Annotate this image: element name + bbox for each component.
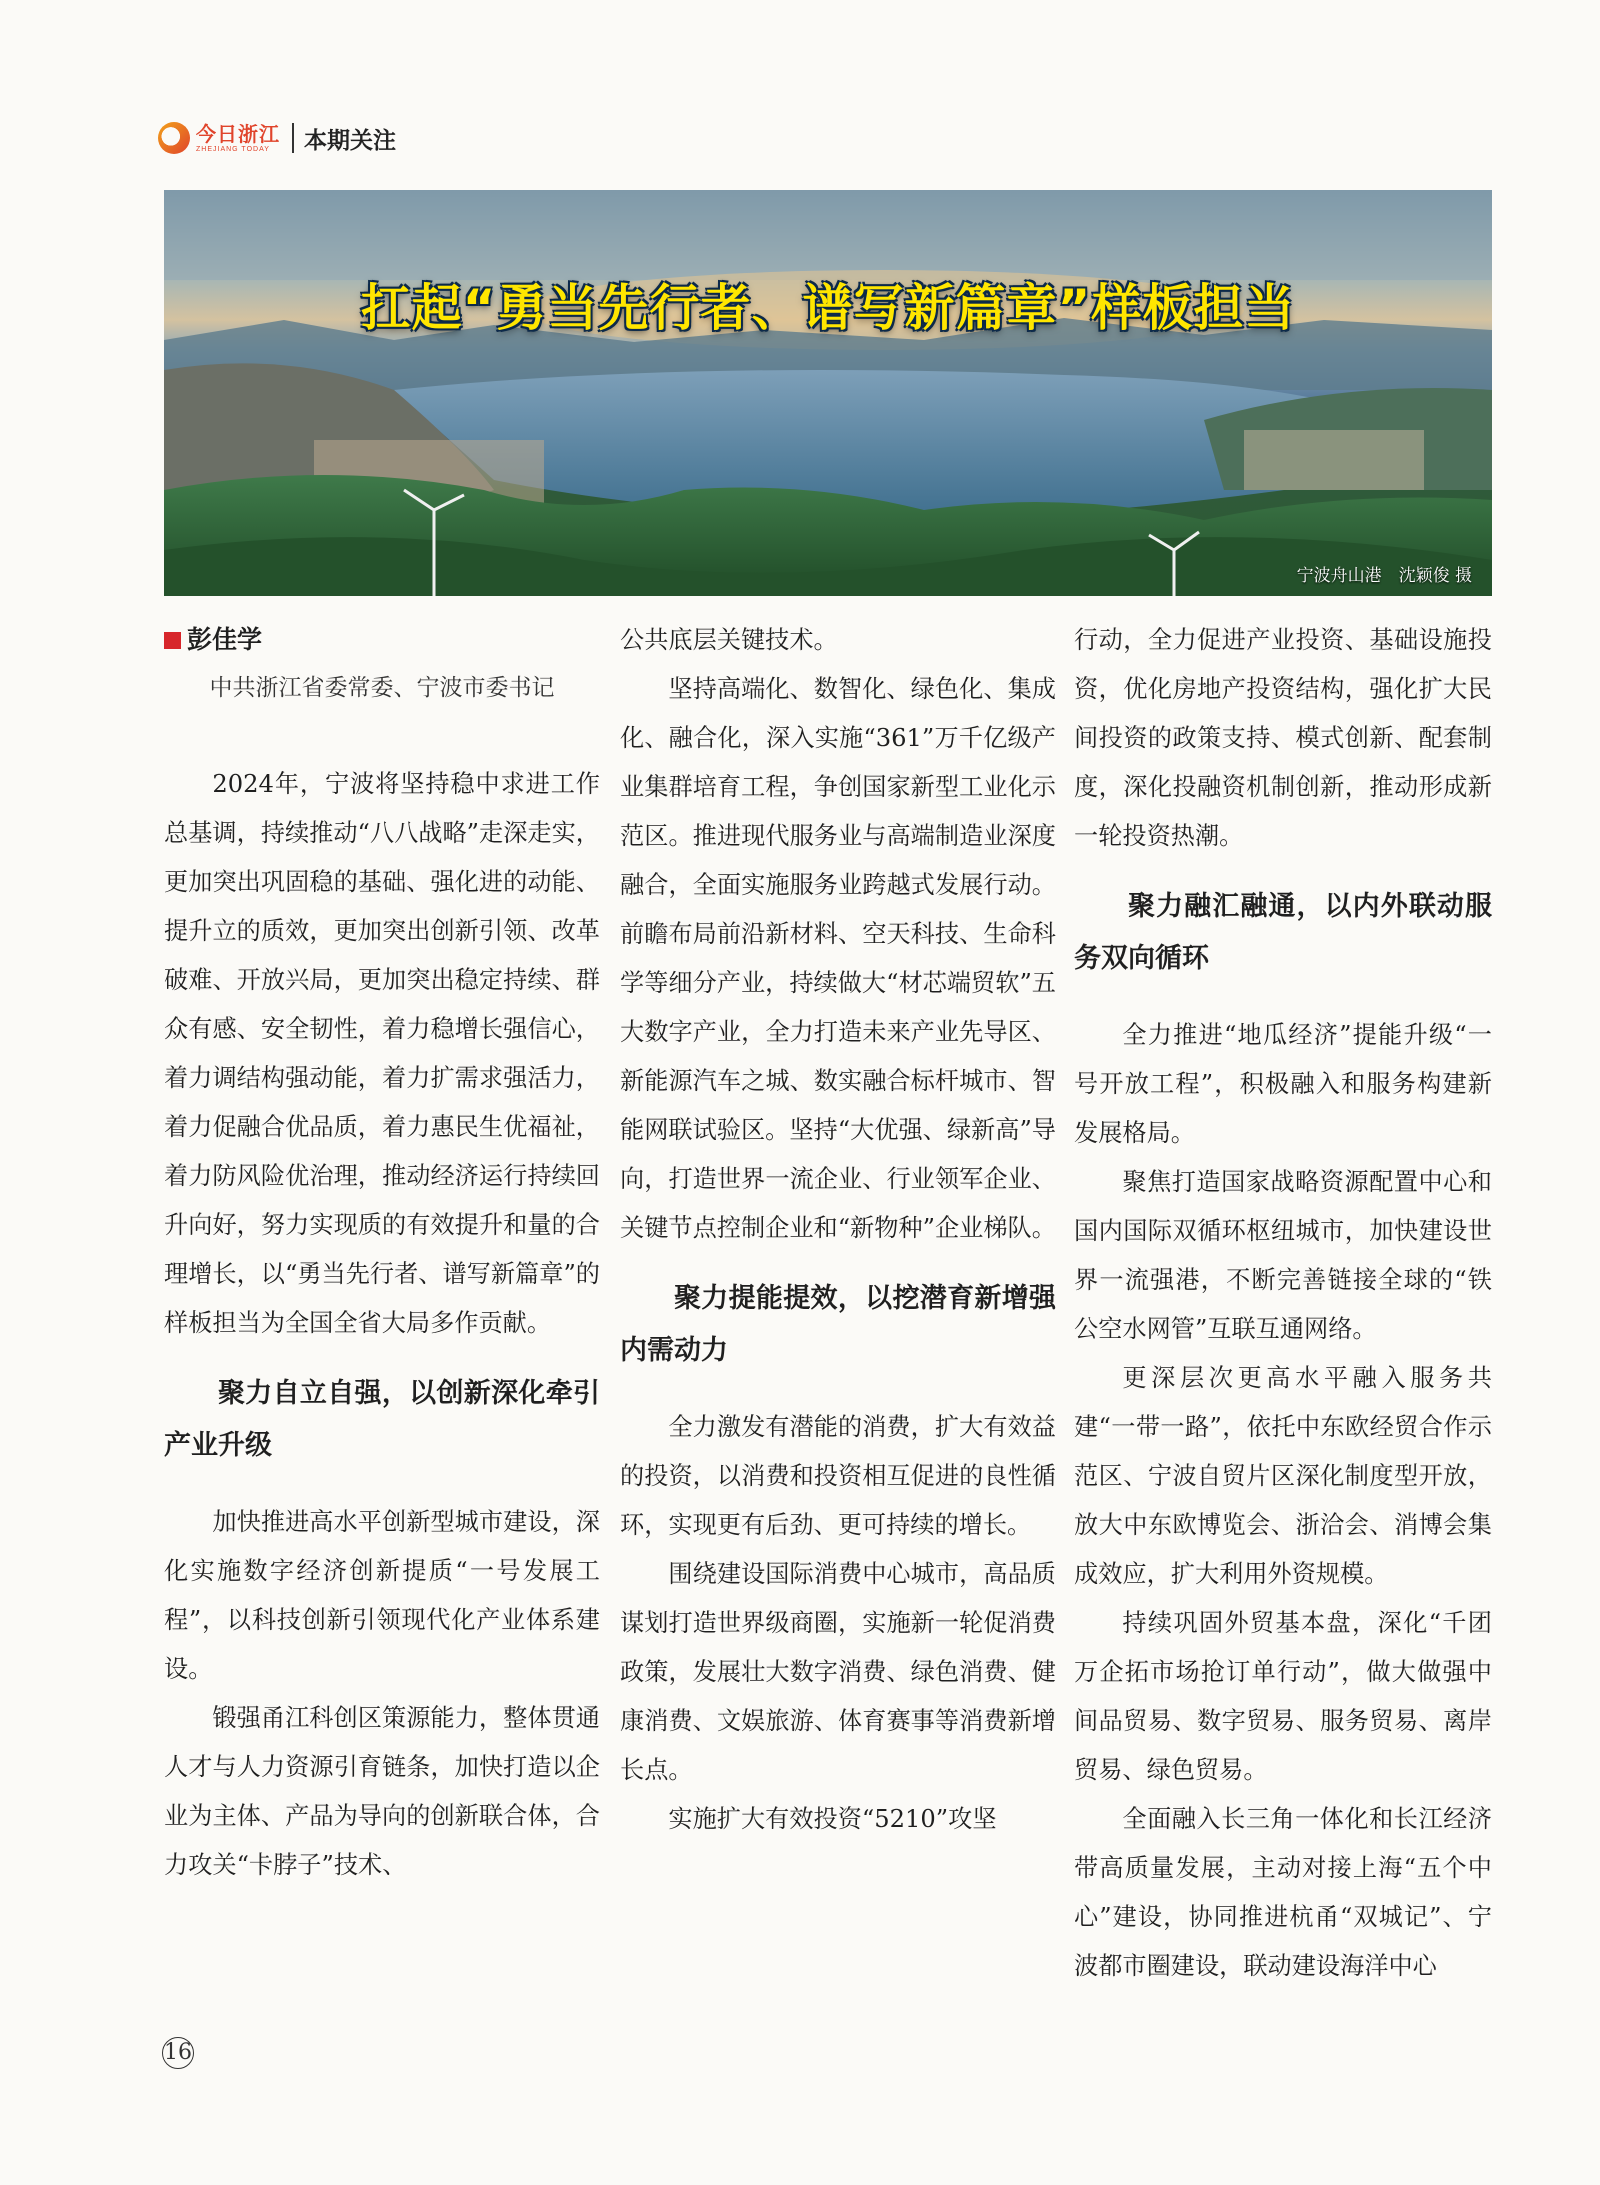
paragraph: 全面融入长三角一体化和长江经济带高质量发展，主动对接上海“五个中心”建设，协同推进杭甬“双城记”、宁波都市圈建设，联动建设海洋中心	[1074, 1805, 1492, 1980]
author-title: 中共浙江省委常委、宁波市委书记	[209, 675, 555, 701]
magazine-logo	[196, 121, 280, 153]
paragraph: 聚焦打造国家战略资源配置中心和国内国际双循环枢纽城市，加快建设世界一流强港，不断完善链接全球的“铁公空水网管”互联互通网络。	[1074, 1168, 1492, 1343]
column-2	[620, 616, 1056, 1844]
section-name: 本期关注	[304, 127, 396, 154]
paragraph: 2024年，宁波将坚持稳中求进工作总基调，持续推动“八八战略”走深走实，更加突出巩固稳的基础、强化进的动能、提升立的质效，更加突出创新引领、改革破难、开放兴局，更加突出稳定持续、群众有感、安全韧性，着力稳增长强信心，着力调结构强动能，着力扩需求强活力，着力促融合优品质，着力惠民生优福祉，着力防风险优治理，推动经济运行持续回升向好，努力实现质的有效提升和量的合理增长，以“勇当先行者、谱写新篇章”的样板担当为全国全省大局多作贡献。	[164, 770, 600, 1337]
banner-photo	[164, 190, 1492, 596]
paragraph: 实施扩大有效投资“5210”攻坚	[668, 1805, 997, 1833]
author-name-text: 彭佳学	[187, 625, 263, 654]
red-square-icon	[164, 632, 181, 649]
paragraph: 更深层次更高水平融入服务共建“一带一路”，依托中东欧经贸合作示范区、宁波自贸片区深化制度型开放，放大中东欧博览会、浙洽会、消博会集成效应，扩大利用外资规模。	[1074, 1364, 1492, 1588]
paragraph: 全力激发有潜能的消费，扩大有效益的投资，以消费和投资相互促进的良性循环，实现更有后劲、更可持续的增长。	[620, 1413, 1056, 1539]
subheading: 聚力融汇融通，以内外联动服务双向循环	[1074, 891, 1492, 974]
paragraph: 全力推进“地瓜经济”提能升级“一号开放工程”，积极融入和服务构建新发展格局。	[1074, 1021, 1492, 1147]
paragraph: 加快推进高水平创新型城市建设，深化实施数字经济创新提质“一号发展工程”，以科技创新引领现代化产业体系建设。	[164, 1508, 600, 1683]
port-landscape-illustration	[164, 190, 1492, 596]
header-divider	[292, 123, 294, 153]
paragraph-continued: 行动，全力促进产业投资、基础设施投资，优化房地产投资结构，强化扩大民间投资的政策支持、模式创新、配套制度，深化投融资机制创新，推动形成新一轮投资热潮。	[1074, 626, 1492, 850]
paragraph-continued: 公共底层关键技术。	[620, 626, 838, 654]
logo-english: ZHEJIANG TODAY	[196, 145, 270, 153]
banner-headline: 扛起“勇当先行者、谱写新篇章”样板担当	[360, 279, 1296, 337]
paragraph: 持续巩固外贸基本盘，深化“千团万企拓市场抢订单行动”，做大做强中间品贸易、数字贸易、服务贸易、离岸贸易、绿色贸易。	[1074, 1609, 1492, 1784]
paragraph: 坚持高端化、数智化、绿色化、集成化、融合化，深入实施“361”万千亿级产业集群培育工程，争创国家新型工业化示范区。推进现代服务业与高端制造业深度融合，全面实施服务业跨越式发展行动。前瞻布局前沿新材料、空天科技、生命科学等细分产业，持续做大“材芯端贸软”五大数字产业，全力打造未来产业先导区、新能源汽车之城、数实融合标杆城市、智能网联试验区。坚持“大优强、绿新高”导向，打造世界一流企业、行业领军企业、关键节点控制企业和“新物种”企业梯队。	[620, 675, 1056, 1242]
logo-chinese: 今日浙江	[196, 121, 280, 146]
logo-icon	[158, 122, 190, 154]
page-header	[158, 118, 396, 158]
photo-credit: 宁波舟山港 沈颖俊 摄	[1296, 566, 1472, 586]
column-1	[164, 616, 600, 1890]
author-name	[164, 616, 600, 664]
paragraph: 围绕建设国际消费中心城市，高品质谋划打造世界级商圈，实施新一轮促消费政策，发展壮大数字消费、绿色消费、健康消费、文娱旅游、体育赛事等消费新增长点。	[620, 1560, 1056, 1784]
column-3	[1074, 616, 1492, 1991]
subheading: 聚力自立自强，以创新深化牵引产业升级	[164, 1378, 600, 1461]
spacer	[164, 712, 600, 760]
paragraph: 锻强甬江科创区策源能力，整体贯通人才与人力资源引育链条，加快打造以企业为主体、产品为导向的创新联合体，合力攻关“卡脖子”技术、	[164, 1704, 600, 1879]
page-number: 16	[162, 2037, 194, 2069]
subheading: 聚力提能提效，以挖潜育新增强内需动力	[620, 1283, 1056, 1366]
